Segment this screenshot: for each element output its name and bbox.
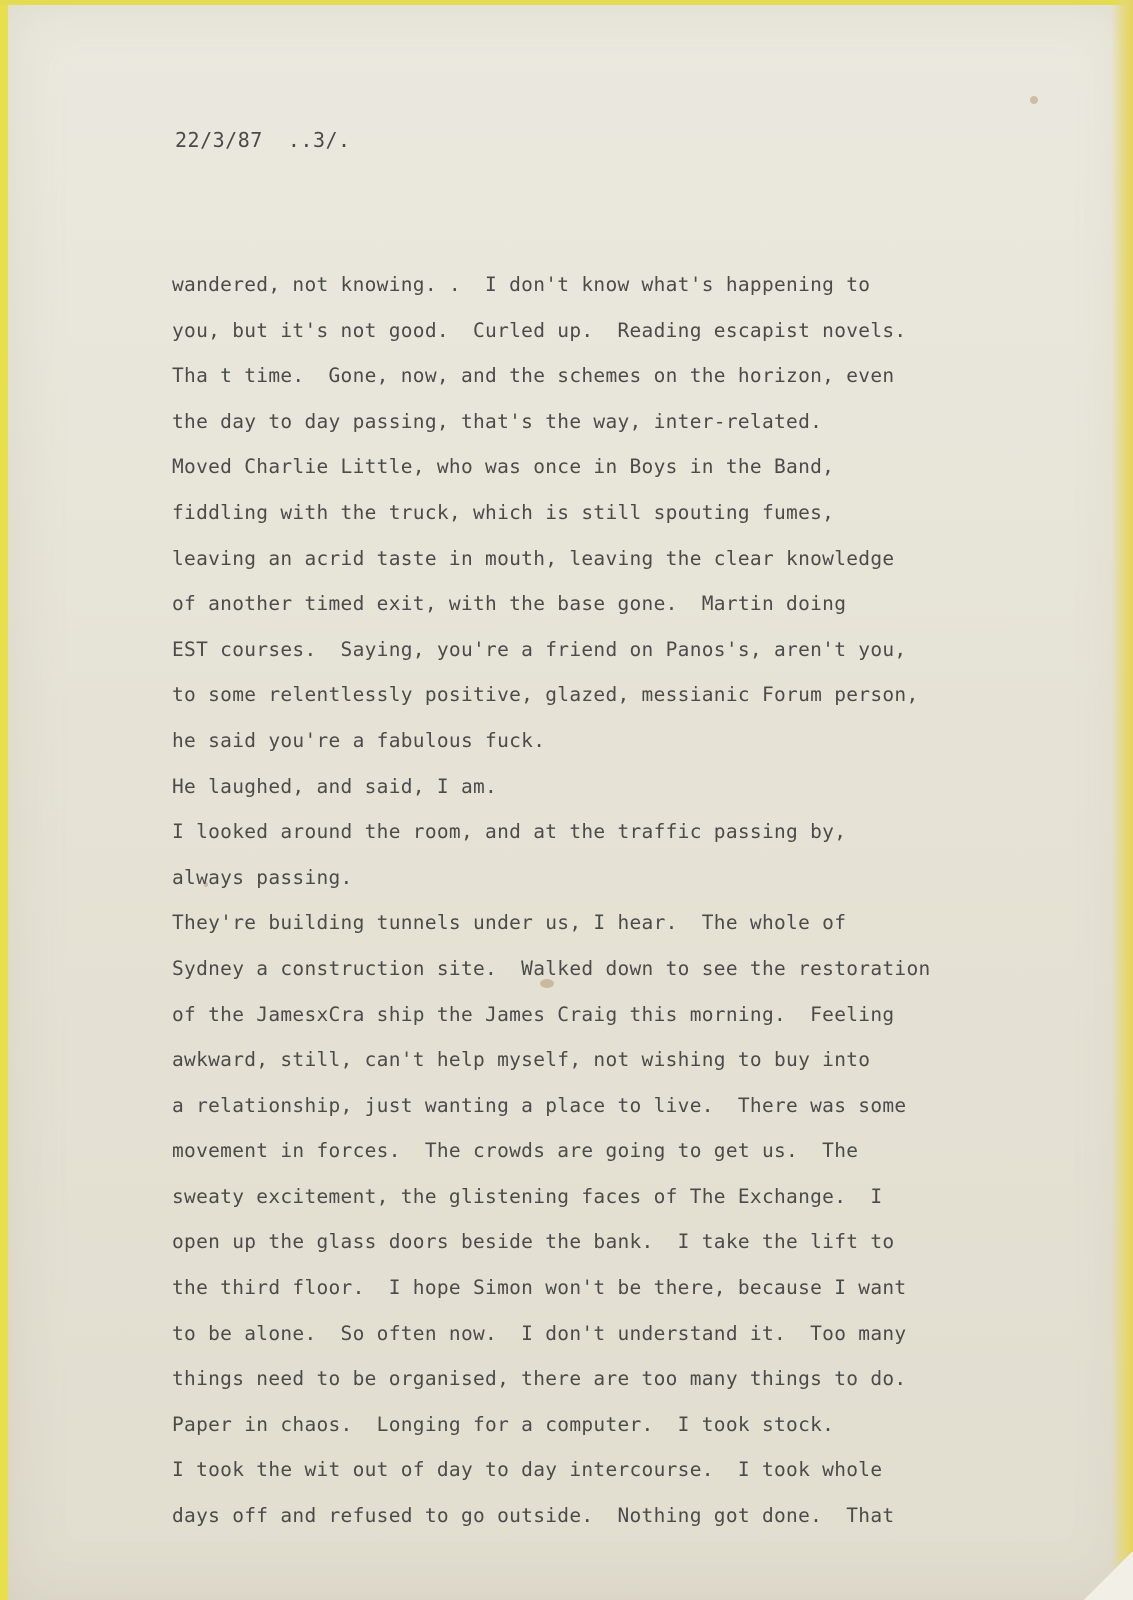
text-line: the day to day passing, that's the way, inter-related. xyxy=(172,409,823,433)
text-line: awkward, still, can't help myself, not wishing to buy into xyxy=(172,1048,871,1072)
text-line: He laughed, and said, I am. xyxy=(172,774,498,798)
yellow-folder-edge-top xyxy=(0,0,1133,5)
text-line: movement in forces. The crowds are going to get us. The xyxy=(172,1139,859,1163)
text-line: open up the glass doors beside the bank. I take the lift to xyxy=(172,1230,895,1254)
text-line: Sydney a construction site. Walked down to see the restoration xyxy=(172,956,931,980)
text-line: things need to be organised, there are too many things to do. xyxy=(172,1367,907,1391)
text-line: Moved Charlie Little, who was once in Boys in the Band, xyxy=(172,455,835,479)
paper-stain xyxy=(1030,96,1038,104)
text-line: days off and refused to go outside. Nothing got done. That xyxy=(172,1504,895,1528)
page-date-header: 22/3/87 ..3/. xyxy=(175,128,351,152)
text-line: of another timed exit, with the base gone. Martin doing xyxy=(172,592,847,616)
page-corner-fold xyxy=(1083,1552,1133,1600)
text-line: of the JamesxCra ship the James Craig this morning. Feeling xyxy=(172,1002,895,1026)
yellow-folder-edge-left xyxy=(0,0,8,1600)
text-line: wandered, not knowing. . I don't know what's happening to xyxy=(172,273,871,296)
text-line: to some relentlessly positive, glazed, messianic Forum person, xyxy=(172,683,919,707)
text-line: sweaty excitement, the glistening faces of The Exchange. I xyxy=(172,1184,883,1208)
text-line: EST courses. Saying, you're a friend on Panos's, aren't you, xyxy=(172,637,907,661)
text-line: always passing. xyxy=(172,865,353,889)
text-line: to be alone. So often now. I don't understand it. Too many xyxy=(172,1321,907,1345)
text-line: Paper in chaos. Longing for a computer. I took stock. xyxy=(172,1412,835,1436)
typed-body-text xyxy=(172,262,931,1539)
text-line: They're building tunnels under us, I hear. The whole of xyxy=(172,911,847,935)
text-line: you, but it's not good. Curled up. Reading escapist novels. xyxy=(172,318,907,342)
yellow-folder-edge-right xyxy=(1111,0,1133,1600)
text-line: a relationship, just wanting a place to live. There was some xyxy=(172,1093,907,1117)
text-line: he said you're a fabulous fuck. xyxy=(172,728,546,752)
text-line: the third floor. I hope Simon won't be there, because I want xyxy=(172,1276,907,1300)
text-line: I looked around the room, and at the traffic passing by, xyxy=(172,820,847,844)
text-line: fiddling with the truck, which is still spouting fumes, xyxy=(172,500,835,524)
text-line: I took the wit out of day to day intercourse. I took whole xyxy=(172,1458,883,1482)
text-line: leaving an acrid taste in mouth, leaving the clear knowledge xyxy=(172,546,895,570)
text-line: Tha t time. Gone, now, and the schemes on the horizon, even xyxy=(172,364,895,388)
